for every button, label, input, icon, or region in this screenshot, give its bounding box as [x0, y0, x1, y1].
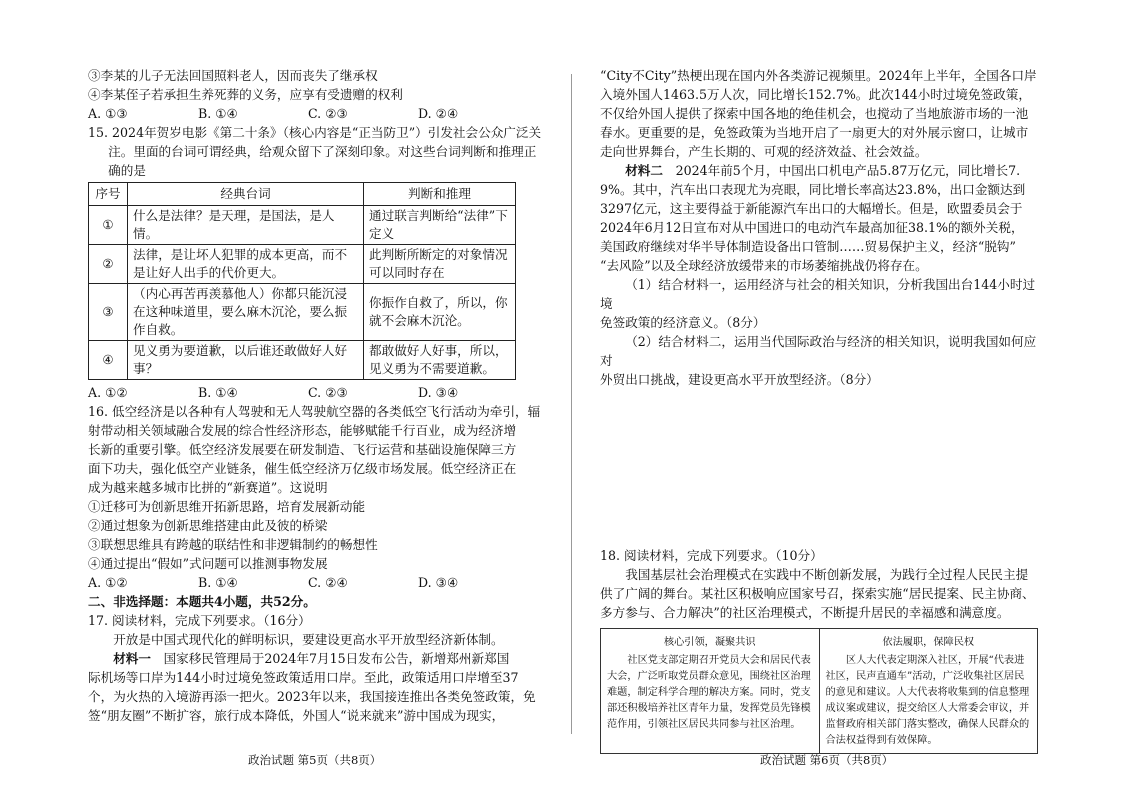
- material-2-line: 2024年6月12日宣布对从中国进口的电动汽车最高加征38.1%的额外关税，: [600, 220, 1024, 235]
- q15-quote-table: [88, 182, 516, 380]
- q15-option-d[interactable]: D. ③④: [418, 385, 459, 400]
- q16-option-d[interactable]: D. ③④: [418, 575, 459, 590]
- q17-requirement-1: （1）结合材料一，运用经济与社会的相关知识，分析我国出台144小时过境: [600, 277, 1036, 311]
- material-1-continued-line: “City不City”热梗出现在国内外各类游记视频里。2024年上半年，全国各口岸: [600, 68, 1037, 83]
- row-judgement: 通过联言判断给“法律”下定义: [364, 206, 516, 245]
- q18-material-line: 多方参与、合力解决”的社区治理模式，不断提升居民的幸福感和满意度。: [600, 605, 1010, 620]
- material-1-continued-line: 春水。更重要的是，免签政策为当地开启了一扇更大的对外展示窗口，让城市: [600, 125, 1029, 140]
- q17-requirement-1-cont: 免签政策的经济意义。（8分）: [600, 315, 766, 330]
- q14-option-b[interactable]: B. ①④: [198, 106, 238, 121]
- page-footer-right: 政治试题 第6页（共8页）: [760, 753, 894, 767]
- q16-option-b[interactable]: B. ①④: [198, 575, 238, 590]
- box-left-cell: [601, 629, 819, 753]
- header-number: 序号: [89, 183, 128, 206]
- q16-item: ③联想思维具有跨越的联结性和非逻辑制约的畅想性: [88, 537, 378, 552]
- row-number: ①: [89, 206, 128, 245]
- material-1-continued-line: 入境外国人1463.5万人次，同比增长152.7%。此次144小时过境免签政策，: [600, 87, 1031, 102]
- q18-material-box: [600, 628, 1038, 754]
- q16-option-c[interactable]: C. ②④: [308, 575, 348, 590]
- table-header-row: [89, 183, 516, 206]
- q15-option-c[interactable]: C. ②③: [308, 385, 348, 400]
- material-1-continued-line: 不仅给外国人提供了探索中国各地的绝佳机会，也搅动了当地旅游市场的一池: [600, 106, 1029, 121]
- row-judgement: 你振作自救了，所以，你就不会麻木沉沦。: [364, 284, 516, 341]
- material-2-line: 9%。其中，汽车出口表现尤为亮眼，同比增长率高达23.8%，出口金额达到: [600, 182, 1026, 197]
- q16-option-a[interactable]: A. ①②: [88, 575, 128, 590]
- material-1-text: 国家移民管理局于2024年7月15日发布公告，新增郑州新郑国: [163, 651, 510, 666]
- q16-item: ④通过提出“假如”式问题可以推测事物发展: [88, 556, 328, 571]
- answer-space: [600, 389, 1040, 546]
- right-page-column: [600, 66, 1040, 754]
- material-1-label: 材料一: [113, 651, 151, 666]
- left-page-column: [88, 66, 558, 725]
- material-2-label: 材料二: [625, 163, 663, 178]
- q16-stem-line: 面下功夫，强化低空产业链条，催生低空经济万亿级市场发展。低空经济正在: [88, 461, 517, 476]
- section-heading-nonchoice: 二、非选择题：本题共4小题，共52分。: [88, 594, 316, 609]
- q17-material-1-line: [88, 649, 558, 668]
- q18-material-line: 供了广阔的舞台。某社区积极响应国家号召，探索实施“居民提案、民主协商、: [600, 586, 1035, 601]
- q14-option-item-4: ④李某侄子若承担生养死葬的义务，应享有受遗赠的权利: [88, 87, 403, 102]
- q17-material-1-line: 际机场等口岸为144小时过境免签政策适用口岸。至此，政策适用口岸增至37: [88, 670, 519, 685]
- row-number: ④: [89, 341, 128, 380]
- table-row: [89, 341, 516, 380]
- q18-material-line: 我国基层社会治理模式在实践中不断创新发展，为践行全过程人民民主提: [625, 567, 1029, 582]
- material-2-line: [600, 161, 1040, 180]
- q16-item: ①迁移可为创新思维开拓新思路，培育发展新动能: [88, 499, 366, 514]
- header-quote: 经典台词: [128, 183, 364, 206]
- page-divider: [571, 74, 572, 734]
- material-2-line: “去风险”以及全球经济放缓带来的市场萎缩挑战仍将存在。: [600, 258, 928, 273]
- material-1-continued-line: 走向世界舞台，产生长期的、可观的经济效益、社会效益。: [600, 144, 928, 159]
- row-quote: 法律，是让坏人犯罪的成本更高，而不是让好人出手的代价更大。: [128, 245, 364, 284]
- q17-requirement-2: （2）结合材料二，运用当代国际政治与经济的相关知识，说明我国如何应对: [600, 334, 1037, 368]
- row-quote: 什么是法律？是天理，是国法，是人情。: [128, 206, 364, 245]
- table-row: [89, 245, 516, 284]
- q17-material-1-line: 个，为火热的入境游再添一把火。2023年以来，我国接连推出各类免签政策，免: [88, 689, 536, 704]
- header-judgement: 判断和推理: [364, 183, 516, 206]
- row-number: ③: [89, 284, 128, 341]
- q14-answer-options: [88, 104, 558, 123]
- q16-answer-options: [88, 573, 558, 592]
- q16-stem-line: 成为越来越多城市比拼的“新赛道”。这说明: [88, 480, 328, 495]
- material-2-line: 美国政府继续对华半导体制造设备出口管制……贸易保护主义，经济“脱钩”: [600, 239, 1016, 254]
- q17-stem: 17. 阅读材料，完成下列要求。（16分）: [88, 613, 311, 628]
- q15-stem-line-3: 确的是: [108, 163, 146, 178]
- q14-option-d[interactable]: D. ②④: [418, 106, 459, 121]
- q16-stem-line: 射带动相关领域融合发展的综合性经济形态，能够赋能千行百业，成为经济增: [88, 423, 517, 438]
- box-right-text: 区人大代表定期深入社区，开展“代表进社区，民声直通车”活动，广泛收集社区居民的意见和建议。人大代表将收集到的信息整理成议案或建议，提交给区人大常委会审议，并监督政府相关部门落实整改，确保人民群众的合法权益得到有效保障。: [825, 655, 1030, 746]
- q17-material-1-line: 签“朋友圈”不断扩容，旅行成本降低，外国人“说来就来”游中国成为现实，: [88, 708, 505, 723]
- row-judgement: 此判断所断定的对象情况可以同时存在: [364, 245, 516, 284]
- q17-intro: 开放是中国式现代化的鲜明标识，要建设更高水平开放型经济新体制。: [113, 632, 504, 647]
- box-left-text: 社区党支部定期召开党员大会和居民代表大会，广泛听取党员群众意见，围绕社区治理难题，制定科学合理的解决方案。同时，党支部还积极培养社区青年力量，发挥党员先锋模范作用，引领社区居民共同参与社区治理。: [607, 655, 811, 730]
- row-judgement: 都敢做好人好事，所以，见义勇为不需要道歉。: [364, 341, 516, 380]
- box-left-title: 核心引领，凝聚共识: [663, 637, 756, 648]
- page-footer-left: 政治试题 第5页（共8页）: [248, 753, 382, 767]
- material-2-line: 3297亿元，这主要得益于新能源汽车出口的大幅增长。但是，欧盟委员会于: [600, 201, 1023, 216]
- row-number: ②: [89, 245, 128, 284]
- q16-item: ②通过想象为创新思维搭建由此及彼的桥梁: [88, 518, 328, 533]
- row-quote: 见义勇为要道歉，以后谁还敢做好人好事？: [128, 341, 364, 380]
- box-right-cell: [819, 629, 1038, 753]
- q16-stem-line: 16. 低空经济是以各种有人驾驶和无人驾驶航空器的各类低空飞行活动为牵引，辐: [88, 404, 541, 419]
- q14-option-c[interactable]: C. ②③: [308, 106, 348, 121]
- q15-stem-line-2: 注。里面的台词可谓经典，给观众留下了深刻印象。对这些台词判断和推理正: [108, 144, 537, 159]
- q15-option-b[interactable]: B. ①④: [198, 385, 238, 400]
- table-row: [89, 206, 516, 245]
- material-2-text: 2024年前5个月，中国出口机电产品5.87万亿元，同比增长7.: [675, 163, 1021, 178]
- q15-stem-line-1: 15. 2024年贺岁电影《第二十条》（核心内容是“正当防卫”）引发社会公众广泛关: [88, 125, 542, 140]
- row-quote: （内心再苦再羡慕他人）你都只能沉浸在这种味道里，要么麻木沉沦，要么振作自救。: [128, 284, 364, 341]
- q15-option-a[interactable]: A. ①②: [88, 385, 128, 400]
- table-row: [89, 284, 516, 341]
- box-right-title: 依法履职，保障民权: [882, 637, 975, 648]
- q14-option-item-3: ③李某的儿子无法回国照料老人，因而丧失了继承权: [88, 68, 378, 83]
- q16-stem-line: 长新的重要引擎。低空经济发展要在研发制造、飞行运营和基础设施保障三方: [88, 442, 517, 457]
- q15-answer-options: [88, 383, 558, 402]
- q18-stem: 18. 阅读材料，完成下列要求。（10分）: [600, 548, 823, 563]
- q17-requirement-2-cont: 外贸出口挑战，建设更高水平开放型经济。（8分）: [600, 372, 879, 387]
- q14-option-a[interactable]: A. ①③: [88, 106, 128, 121]
